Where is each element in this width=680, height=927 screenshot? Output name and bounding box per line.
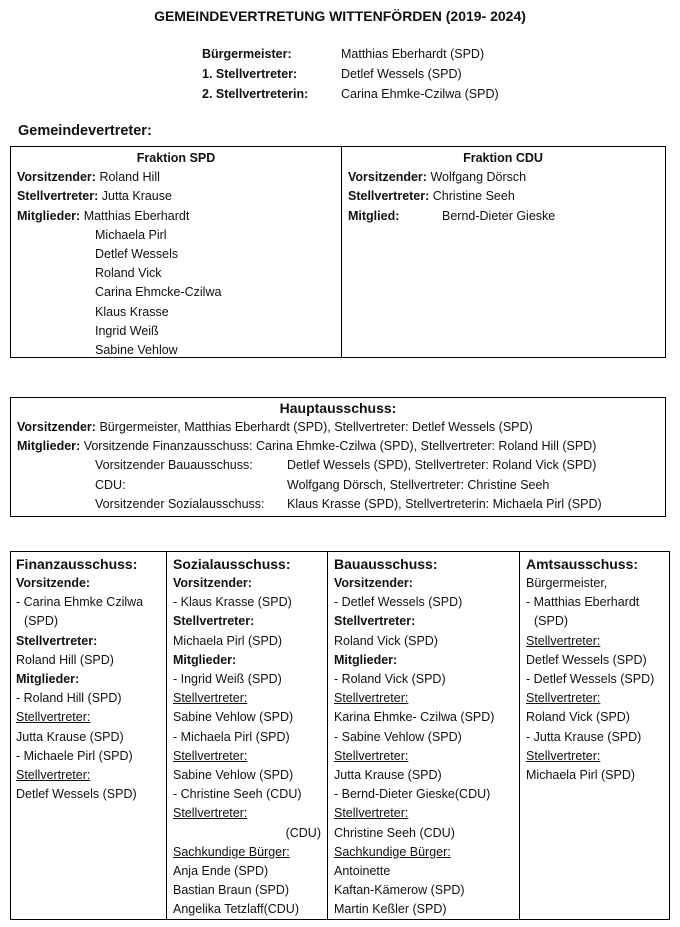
committee-line: - Detlef Wessels (SPD)	[334, 595, 463, 610]
role-label: Stellvertreter:	[526, 748, 601, 763]
bauausschuss-column	[329, 552, 519, 919]
deputy-label: Stellvertreter:	[348, 189, 430, 204]
role-label: Stellvertreter:	[334, 806, 409, 821]
committee-line: - Bernd-Dieter Gieske(CDU)	[334, 787, 491, 802]
finanzausschuss-column	[11, 552, 166, 919]
officer-name: Carina Ehmke-Czilwa (SPD)	[341, 87, 499, 101]
gemeindevertreter-heading: Gemeindevertreter:	[18, 123, 152, 139]
member-label: Mitglied:	[348, 208, 400, 223]
committee-line: Sabine Vehlow (SPD)	[173, 768, 294, 783]
member-names: Wolfgang Dörsch, Stellvertreter: Christine Seeh	[287, 477, 550, 492]
role-label: Stellvertreter:	[173, 614, 255, 629]
ha-chair-line	[17, 418, 659, 437]
chair-name: Roland Hill	[99, 170, 160, 185]
member-role: Vorsitzender Sozialausschuss:	[95, 496, 265, 511]
cdu-deputy-line	[348, 187, 658, 206]
fraktion-spd-heading: Fraktion SPD	[136, 151, 216, 165]
committee-line: Martin Keßler (SPD)	[334, 902, 447, 917]
committee-line: - Detlef Wessels (SPD)	[526, 672, 655, 687]
column-divider	[327, 552, 328, 919]
committee-line: - Jutta Krause (SPD)	[526, 729, 642, 744]
committee-line: Detlef Wessels (SPD)	[16, 787, 137, 802]
members-label: Mitglieder:	[17, 208, 81, 223]
member-role: CDU:	[95, 477, 126, 492]
committee-line: (SPD)	[534, 614, 569, 629]
role-label: Stellvertreter:	[173, 691, 248, 706]
column-divider	[166, 552, 167, 919]
role-label: Stellvertreter:	[173, 748, 248, 763]
officer-row	[202, 44, 499, 64]
spd-members-line	[17, 207, 335, 226]
member-name: Michaela Pirl	[95, 227, 167, 242]
committee-line: Michaela Pirl (SPD)	[526, 768, 636, 783]
member-name: Carina Ehmcke-Czilwa	[95, 285, 222, 300]
committee-line: - Michaela Pirl (SPD)	[173, 729, 290, 744]
officer-row	[202, 84, 499, 104]
bauausschuss-heading: Bauausschuss:	[334, 556, 438, 572]
member-name: Roland Vick	[95, 266, 162, 281]
committee-line: - Roland Hill (SPD)	[16, 691, 122, 706]
chair-label: Vorsitzender:	[17, 170, 96, 185]
role-label: Stellvertreter:	[334, 691, 409, 706]
officer-name: Matthias Eberhardt (SPD)	[341, 47, 485, 61]
committee-line: - Michaele Pirl (SPD)	[16, 748, 133, 763]
spd-deputy-line	[17, 187, 335, 206]
officer-label: 1. Stellvertreter:	[202, 67, 298, 81]
role-label: Vorsitzender:	[334, 576, 413, 590]
document-title: GEMEINDEVERTRETUNG WITTENFÖRDEN (2019- 2024)	[154, 8, 526, 24]
ha-member-rows	[17, 456, 659, 514]
column-divider	[519, 552, 520, 919]
hauptausschuss-body	[11, 418, 665, 516]
member-names: Klaus Krasse (SPD), Stellvertreterin: Michaela Pirl (SPD)	[287, 496, 602, 511]
committee-line: Bürgermeister,	[526, 576, 608, 590]
committee-line: - Matthias Eberhardt	[526, 595, 640, 610]
chair-name: Wolfgang Dörsch	[430, 170, 527, 185]
members-label: Mitglieder:	[17, 439, 81, 454]
committee-line: Jutta Krause (SPD)	[334, 768, 442, 783]
role-label: Vorsitzender:	[173, 576, 252, 590]
committee-line: Michaela Pirl (SPD)	[173, 633, 283, 648]
committee-line: Christine Seeh (CDU)	[334, 825, 455, 840]
member-name: Matthias Eberhardt	[83, 208, 190, 223]
role-label: Stellvertreter:	[16, 710, 91, 725]
role-label: Vorsitzende:	[16, 576, 91, 590]
fraktion-spd	[11, 147, 341, 357]
committee-line: Roland Hill (SPD)	[16, 652, 114, 667]
member-name: Detlef Wessels	[95, 247, 179, 262]
committee-line: - Christine Seeh (CDU)	[173, 787, 302, 802]
hauptausschuss-box	[10, 397, 666, 517]
chair-label: Vorsitzender:	[17, 420, 96, 434]
cdu-chair-line	[348, 168, 658, 187]
role-label: Stellvertreter:	[173, 806, 248, 821]
member-name: Klaus Krasse	[95, 304, 169, 319]
committee-line: - Klaus Krasse (SPD)	[173, 595, 292, 610]
sozialausschuss-heading: Sozialausschuss:	[173, 556, 291, 572]
amtsausschuss-column	[521, 552, 669, 919]
fraktion-cdu	[342, 147, 664, 357]
role-label: Stellvertreter:	[526, 691, 601, 706]
cdu-member-line	[348, 207, 658, 226]
spd-chair-line	[17, 168, 335, 187]
committee-line: Sabine Vehlow (SPD)	[173, 710, 294, 725]
hauptausschuss-heading: Hauptausschuss:	[279, 400, 397, 416]
committee-line: Karina Ehmke- Czilwa (SPD)	[334, 710, 495, 725]
committee-line: - Carina Ehmke Czilwa	[16, 595, 144, 610]
committee-line: Antoinette	[334, 864, 391, 879]
chair-label: Vorsitzender:	[348, 170, 427, 185]
officer-row	[202, 64, 499, 84]
deputy-name: Christine Seeh	[432, 189, 515, 204]
officer-label: 2. Stellvertreterin:	[202, 87, 309, 101]
role-label: Stellvertreter:	[16, 768, 91, 783]
role-label: Stellvertreter:	[16, 633, 98, 648]
role-label: Sachkundige Bürger:	[173, 844, 290, 859]
member-name: Ingrid Weiß	[95, 323, 159, 338]
committee-line: - Roland Vick (SPD)	[334, 672, 446, 687]
deputy-name: Jutta Krause	[101, 189, 172, 204]
committee-line: Roland Vick (SPD)	[334, 633, 438, 648]
member-role: Vorsitzender Bauausschuss:	[95, 458, 253, 473]
committees-table	[10, 551, 670, 920]
officer-label: Bürgermeister:	[202, 47, 292, 61]
committee-line: Angelika Tetzlaff(CDU)	[173, 902, 299, 917]
sozialausschuss-column	[168, 552, 326, 919]
committee-line: Jutta Krause (SPD)	[16, 729, 124, 744]
committee-line: - Ingrid Weiß (SPD)	[173, 672, 282, 687]
fraktion-cdu-heading: Fraktion CDU	[463, 151, 543, 165]
committee-line: (CDU)	[285, 825, 321, 840]
role-label: Mitglieder:	[16, 672, 80, 687]
role-label: Stellvertreter:	[526, 633, 601, 648]
member-names: Detlef Wessels (SPD), Stellvertreter: Roland Vick (SPD)	[287, 458, 597, 473]
officers-block	[202, 44, 499, 104]
committee-line: Detlef Wessels (SPD)	[526, 652, 647, 667]
committee-line: Roland Vick (SPD)	[526, 710, 630, 725]
members-first: Vorsitzende Finanzausschuss: Carina Ehmke-Czilwa (SPD), Stellvertreter: Roland Hill (SPD)	[83, 439, 597, 454]
role-label: Sachkundige Bürger:	[334, 844, 451, 859]
member-name: Sabine Vehlow	[95, 343, 178, 358]
deputy-label: Stellvertreter:	[17, 189, 99, 204]
committee-line: Kaftan-Kämerow (SPD)	[334, 883, 465, 898]
role-label: Stellvertreter:	[334, 614, 416, 629]
amtsausschuss-heading: Amtsausschuss:	[526, 556, 639, 572]
committee-line: Bastian Braun (SPD)	[173, 883, 290, 898]
role-label: Mitglieder:	[334, 652, 398, 667]
committee-line: - Sabine Vehlow (SPD)	[334, 729, 462, 744]
committee-line: Anja Ende (SPD)	[173, 864, 269, 879]
officer-name: Detlef Wessels (SPD)	[341, 67, 462, 81]
role-label: Stellvertreter:	[334, 748, 409, 763]
committee-line: (SPD)	[24, 614, 59, 629]
ha-members-line	[17, 437, 659, 456]
member-name: Bernd-Dieter Gieske	[442, 208, 556, 223]
chair-text: Bürgermeister, Matthias Eberhardt (SPD), Stellvertreter: Detlef Wessels (SPD)	[99, 420, 533, 434]
fraktionen-table	[10, 146, 666, 358]
role-label: Mitglieder:	[173, 652, 237, 667]
finanzausschuss-heading: Finanzausschuss:	[16, 556, 138, 572]
